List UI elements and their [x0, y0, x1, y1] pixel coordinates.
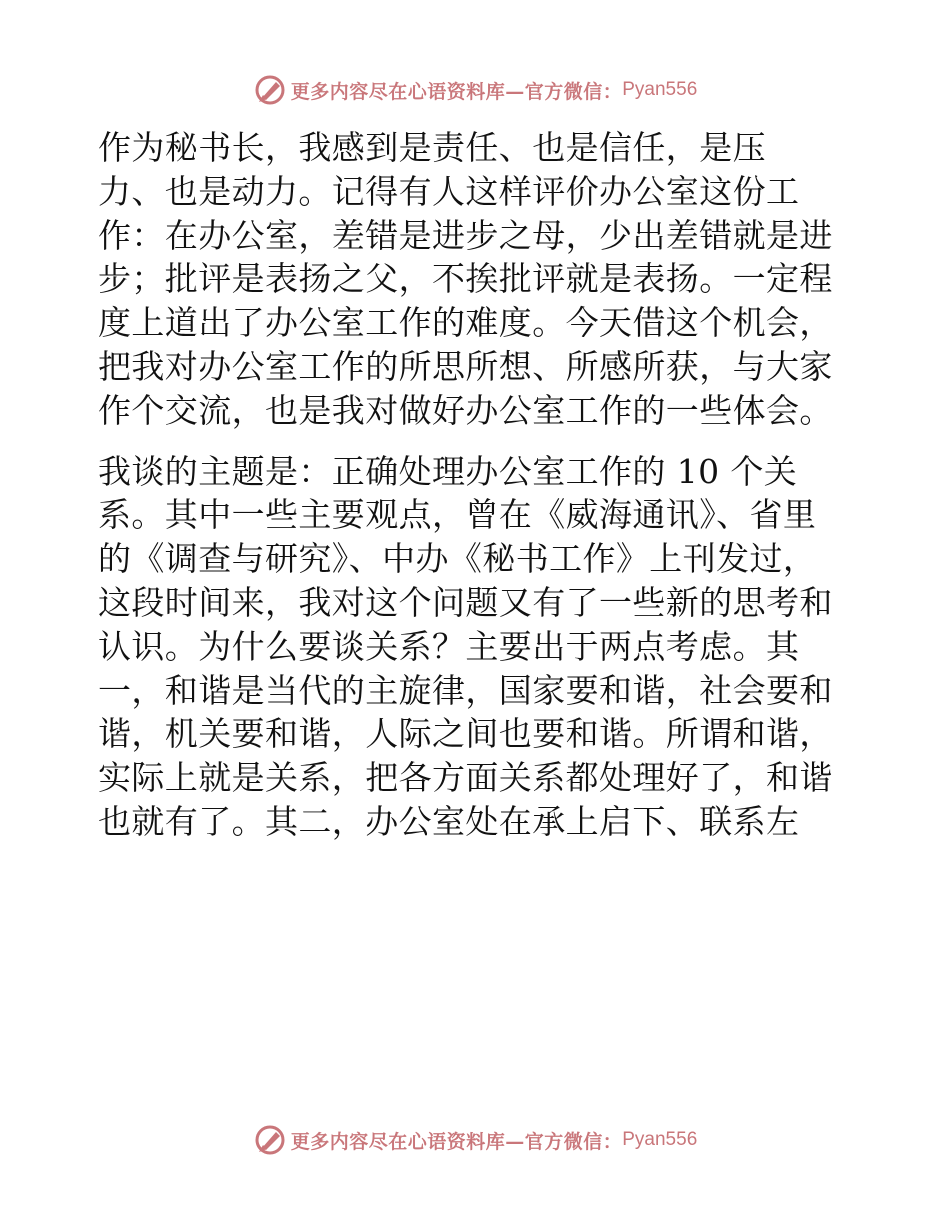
text-line: 系。其中一些主要观点，曾在《威海通讯》、省里 — [98, 495, 817, 535]
text-line: 一，和谐是当代的主旋律，国家要和谐，社会要和 — [98, 670, 833, 710]
text-line: 也就有了。其二，办公室处在承上启下、联系左 — [98, 801, 800, 841]
document-body — [98, 126, 858, 844]
text-line: 我谈的主题是：正确处理办公室工作的 10 个关 — [98, 451, 798, 491]
text-line: 力、也是动力。记得有人这样评价办公室这份工 — [98, 171, 800, 211]
text-line: 实际上就是关系，把各方面关系都处理好了，和谐 — [98, 758, 833, 798]
footer-watermark-banner — [0, 1122, 950, 1158]
text-line: 作为秘书长，我感到是责任、也是信任，是压 — [98, 128, 766, 167]
pen-logo-icon — [253, 1123, 287, 1157]
text-line: 把我对办公室工作的所思所想、所感所获，与大家 — [98, 346, 833, 386]
paragraph-2 — [98, 450, 858, 844]
text-line: 的《调查与研究》、中办《秘书工作》上刊发过， — [98, 539, 817, 579]
text-line: 认识。为什么要谈关系？主要出于两点考虑。其 — [98, 626, 800, 666]
footer-banner-account: Pyan556 — [622, 1129, 698, 1150]
pen-logo-icon — [253, 73, 287, 107]
text-line: 谐，机关要和谐，人际之间也要和谐。所谓和谐， — [98, 714, 833, 754]
text-line: 作个交流，也是我对做好办公室工作的一些体会。 — [98, 390, 833, 430]
text-line: 度上道出了办公室工作的难度。今天借这个机会， — [98, 303, 833, 343]
header-banner-account: Pyan556 — [622, 79, 698, 100]
paragraph-1 — [98, 126, 858, 433]
header-banner-text: 更多内容尽在心语资料库—官方微信： — [290, 80, 623, 103]
header-watermark-banner — [0, 72, 950, 108]
text-line: 步；批评是表扬之父，不挨批评就是表扬。一定程 — [98, 259, 833, 299]
text-line: 这段时间来，我对这个问题又有了一些新的思考和 — [98, 582, 833, 622]
footer-banner-text: 更多内容尽在心语资料库—官方微信： — [290, 1130, 623, 1153]
text-line: 作：在办公室，差错是进步之母，少出差错就是进 — [98, 215, 833, 255]
